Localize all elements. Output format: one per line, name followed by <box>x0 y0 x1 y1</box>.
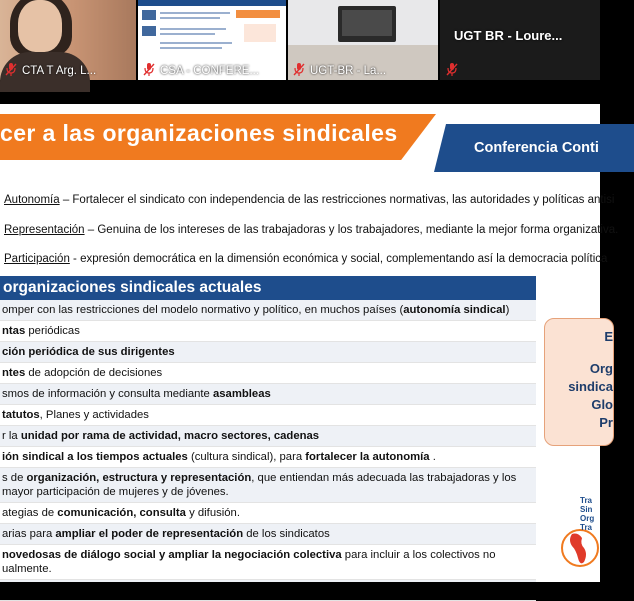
table-row: smos de información y consulta mediante asambleas <box>0 384 536 405</box>
table-row: s de organización, estructura y representación, que entiendan más adecuada las trabajadoras y los mayor participación de mujeres y de jóvenes. <box>0 468 536 503</box>
table-row: tatutos, Planes y actividades <box>0 405 536 426</box>
shared-presentation-slide <box>0 104 619 582</box>
table-row: ntes de adopción de decisiones <box>0 363 536 384</box>
definition-participacion: Participación - expresión democrática en la dimensión económica y social, complementando así la democracia política <box>4 253 608 265</box>
table-row: arias para ampliar el poder de representación de los sindicatos <box>0 524 536 545</box>
participant-tile-4[interactable] <box>440 0 600 80</box>
participant-name: CSA - CONFERE... <box>160 65 260 77</box>
participant-tile-2[interactable] <box>138 0 286 80</box>
table-row: ntas periódicas <box>0 321 536 342</box>
table-row: novedosas de diálogo social y ampliar la negociación colectiva para incluir a los colectivos no ualmente. <box>0 545 536 580</box>
participant-name: UGT BR - Loure... <box>454 28 563 43</box>
table-row: ión sindical a los tiempos actuales (cultura sindical), para fortalecer la autonomía . <box>0 447 536 468</box>
table-heading: organizaciones sindicales actuales <box>3 279 262 296</box>
participant-tile-1[interactable] <box>0 0 136 80</box>
side-info-box: E Org sindica Glo Pr <box>544 318 614 446</box>
mic-muted-icon <box>446 63 458 76</box>
slide-title: cer a las organizaciones sindicales <box>0 120 398 146</box>
organization-logo: Tra Sin Org Tra <box>558 496 604 576</box>
table-row: r la unidad por rama de actividad, macro sectores, cadenas <box>0 426 536 447</box>
definition-representacion: Representación – Genuina de los intereses de las trabajadoras y los trabajadores, mediante la mejor forma organizativa. <box>4 224 619 236</box>
participant-strip <box>0 0 600 82</box>
table-row: omper con las restricciones del modelo normativo y político, en muchos países (autonomía sindical) <box>0 300 536 321</box>
mic-muted-icon <box>293 63 305 76</box>
action-list <box>0 300 536 601</box>
table-row: ción periódica de sus dirigentes <box>0 342 536 363</box>
mic-muted-icon <box>143 63 155 76</box>
conference-label: Conferencia Conti <box>474 140 599 156</box>
participant-name: CTA T Arg. L... <box>22 65 97 77</box>
table-row: ategias de comunicación, consulta y difusión. <box>0 503 536 524</box>
definition-autonomia: Autonomía – Fortalecer el sindicato con independencia de las restricciones normativas, las autoridades y políticas antisi <box>4 194 615 206</box>
participant-name: UGT-BR - La... <box>310 65 387 77</box>
person-face <box>18 0 62 52</box>
mic-muted-icon <box>5 63 17 76</box>
participant-tile-3[interactable] <box>288 0 438 80</box>
bottom-bar <box>0 582 600 600</box>
